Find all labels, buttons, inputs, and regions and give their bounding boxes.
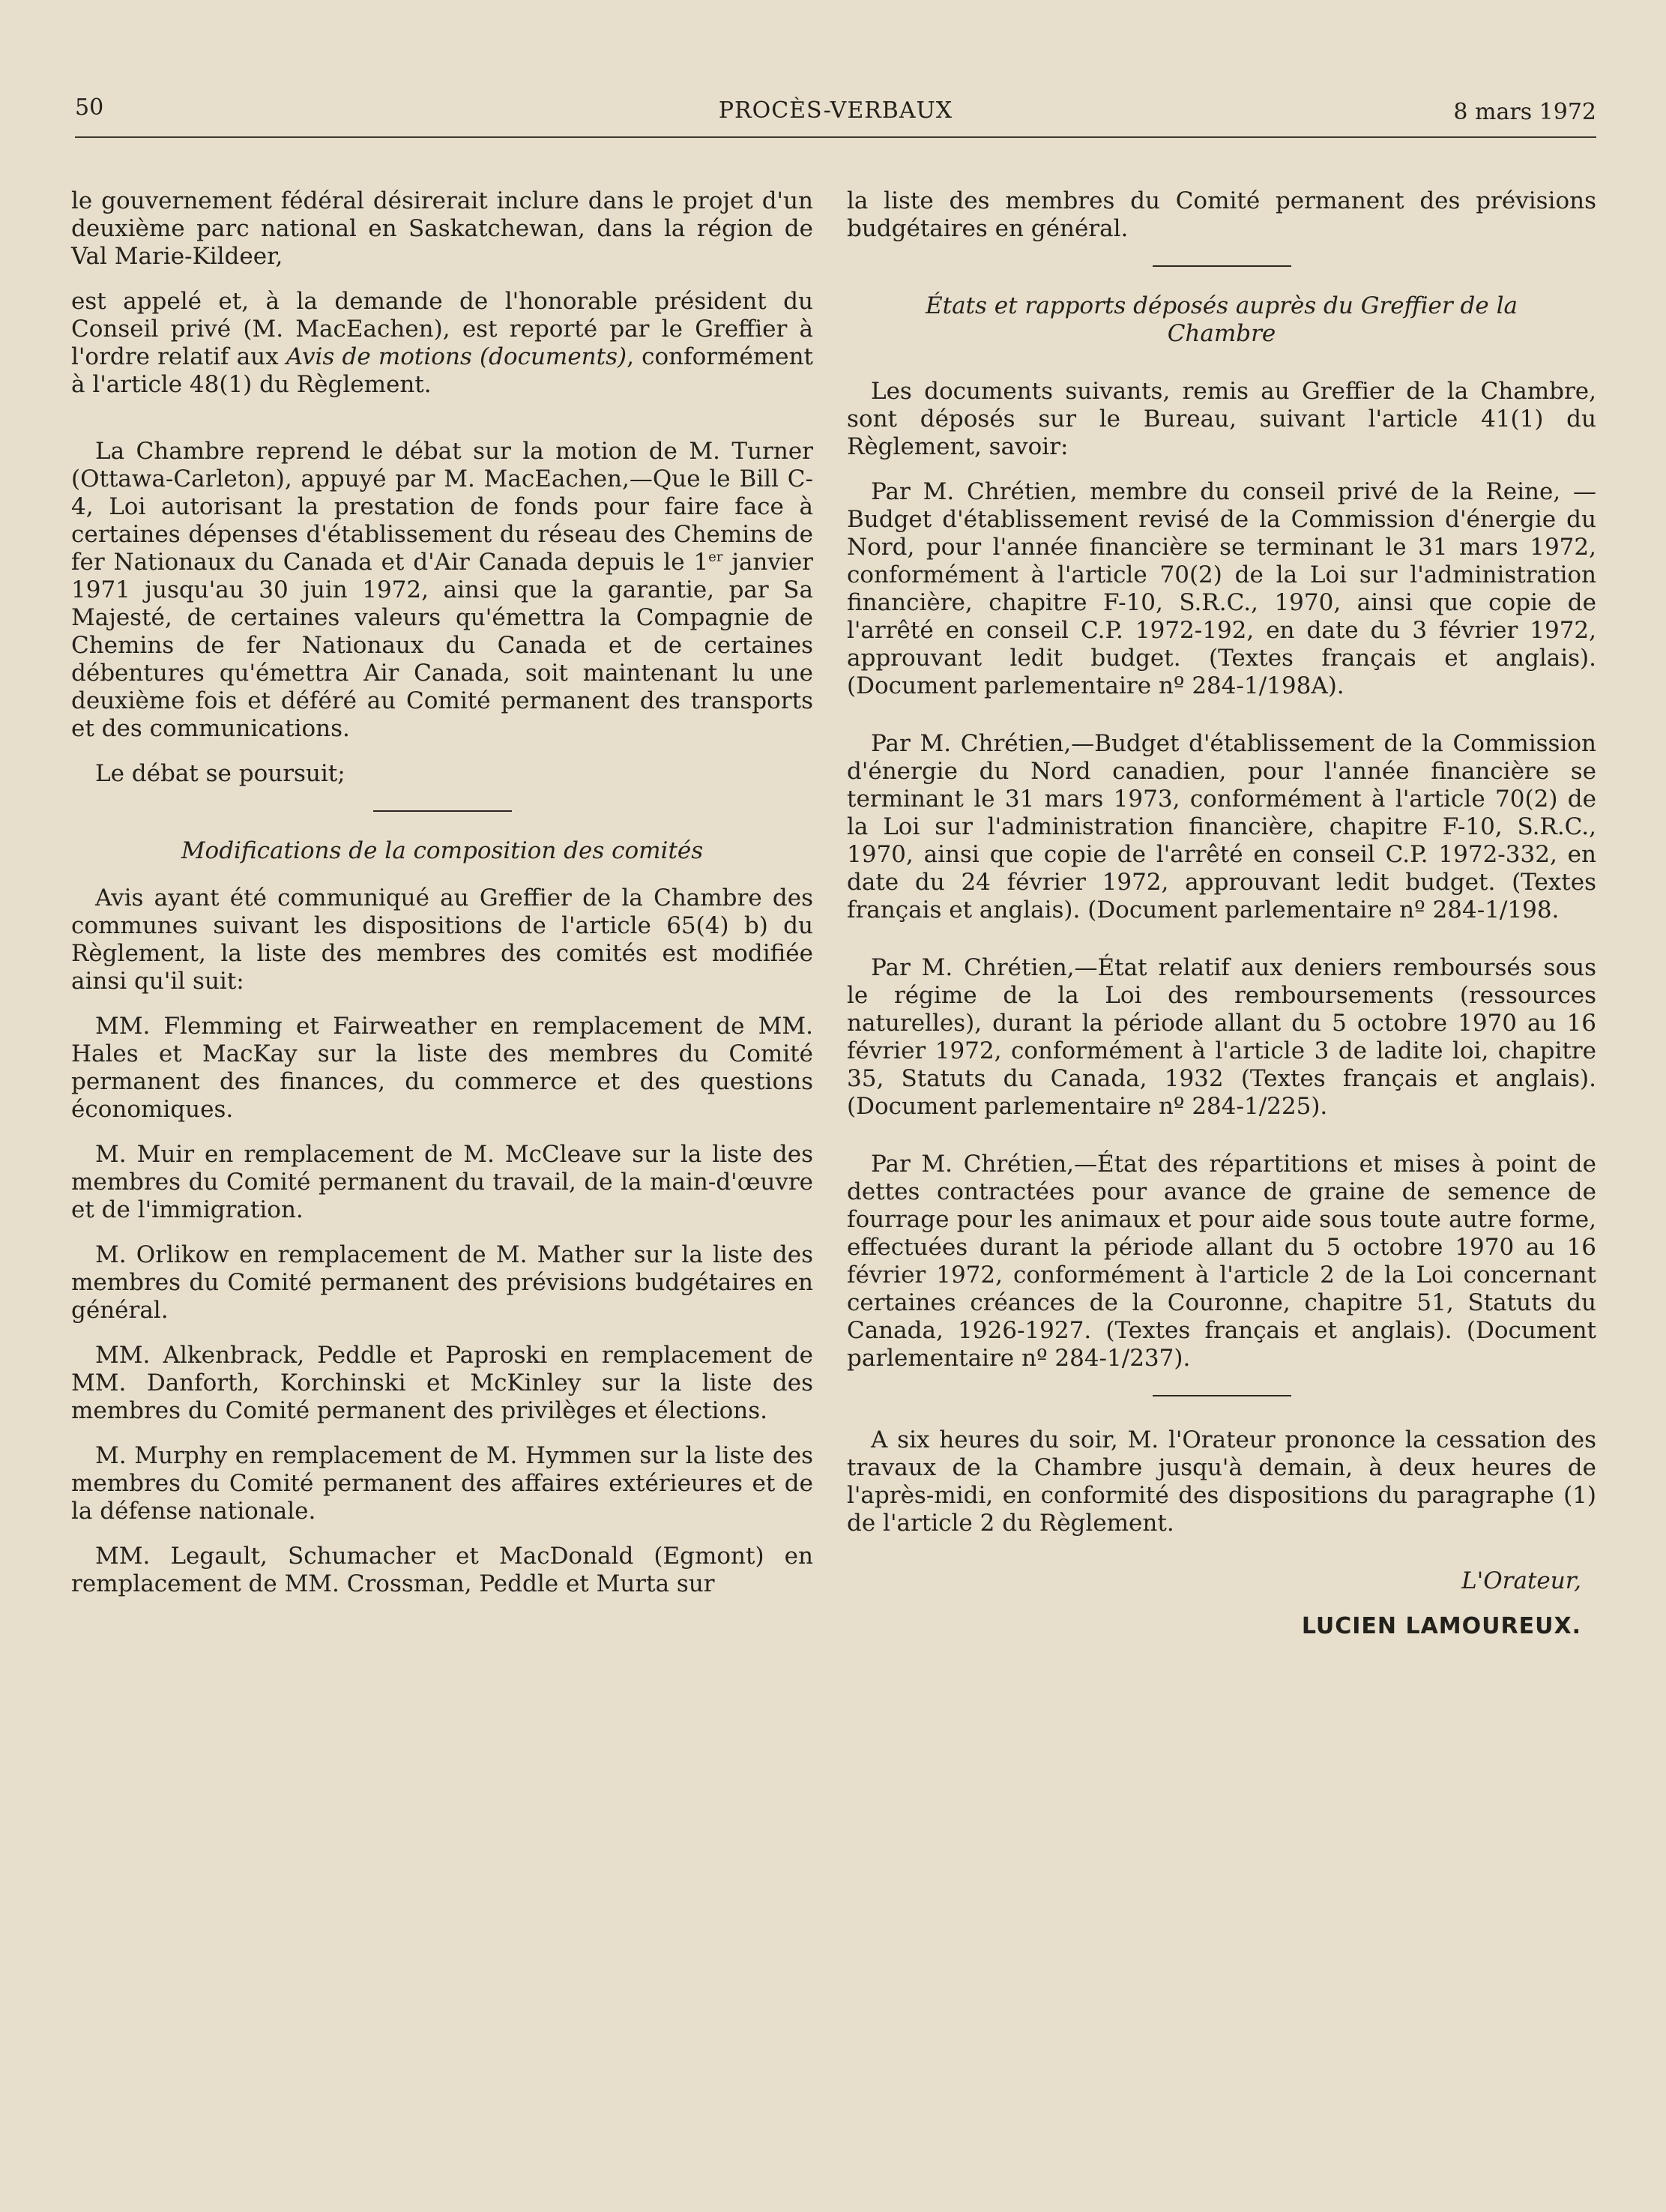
page-number: 50 [75, 94, 104, 121]
paragraph [71, 288, 813, 399]
running-title: PROCÈS-VERBAUX [718, 97, 953, 124]
paragraph: Les documents suivants, remis au Greffier de la Chambre, sont déposés sur le Bureau, suivant l'article 41(1) du Règlement, savoir: [847, 378, 1596, 460]
signature-name: LUCIEN LAMOUREUX. [1301, 1613, 1581, 1639]
paragraph: Par M. Chrétien,—État relatif aux deniers remboursés sous le régime de la Loi des remboursements (ressources naturelles), durant la période allant du 5 octobre 1970 au 16 février 1972, conformément à l'article 3 de ladite loi, chapitre 35, Statuts du Canada, 1932 (Textes français et anglais). (Document parlementaire nº 284-1/225). [847, 954, 1596, 1120]
paragraph: MM. Alkenbrack, Peddle et Paproski en remplacement de MM. Danforth, Korchinski et McKinley sur la liste des membres du Comité permanent des privilèges et élections. [71, 1342, 813, 1424]
paragraph: Par M. Chrétien,—État des répartitions et mises à point de dettes contractées pour avance de graine de semence de fourrage pour les animaux et pour aide sous toute autre forme, effectuées durant la période allant du 5 octobre 1970 au 16 février 1972, conformément à l'article 2 de la Loi concernant certaines créances de la Couronne, chapitre 51, Statuts du Canada, 1926-1927. (Textes français et anglais). (Document parlementaire nº 284-1/237). [847, 1151, 1596, 1372]
paragraph: A six heures du soir, M. l'Orateur prononce la cessation des travaux de la Chambre jusqu'à demain, à deux heures de l'après-midi, en conformité des dispositions du paragraphe (1) de l'article 2 du Règlement. [847, 1426, 1596, 1537]
paragraph: Avis ayant été communiqué au Greffier de la Chambre des communes suivant les dispositions de l'article 65(4) b) du Règlement, la liste des membres des comités est modifiée ainsi qu'il suit: [71, 885, 813, 995]
text-run: janvier 1971 jusqu'au 30 juin 1972, ainsi que la garantie, par Sa Majesté, de certaines valeurs qu'émettra la Compagnie de Chemins de fer Nationaux du Canada et de certaines débentures qu'émettra Air Canada, soit maintenant lu une deuxième fois et déféré au Comité permanent des transports et des communications. [71, 549, 813, 742]
paragraph: M. Murphy en remplacement de M. Hymmen sur la liste des membres du Comité permanent des affaires extérieures et de la défense nationale. [71, 1442, 813, 1525]
section-divider [1153, 265, 1291, 267]
text-run: La Chambre reprend le débat sur la motion de M. Turner (Ottawa-Carleton), appuyé par M. MacEachen,—Que le Bill C-4, Loi autorisant la prestation de fonds pour faire face à certaines dépenses d'établissement du réseau des Chemins de fer Nationaux du Canada et d'Air Canada depuis le 1 [71, 438, 813, 576]
paragraph: MM. Flemming et Fairweather en remplacement de MM. Hales et MacKay sur la liste des membres du Comité permanent des finances, du commerce et des questions économiques. [71, 1013, 813, 1123]
text-run: , conformément à l'article 48(1) du Règlement. [71, 343, 813, 398]
paragraph: Par M. Chrétien, membre du conseil privé de la Reine, —Budget d'établissement revisé de la Commission d'énergie du Nord, pour l'année financière se terminant le 31 mars 1972, conformément à l'article 70(2) de la Loi sur l'administration financière, chapitre F-10, S.R.C., 1970, ainsi que copie de l'arrêté en conseil C.P. 1972-192, en date du 3 février 1972, approuvant ledit budget. (Textes français et anglais). (Document parlementaire nº 284-1/198A). [847, 478, 1596, 699]
italic-text: Avis de motions (documents) [286, 343, 627, 370]
paragraph: le gouvernement fédéral désirerait inclure dans le projet d'un deuxième parc national en Saskatchewan, dans la région de Val Marie-Kildeer, [71, 187, 813, 270]
paragraph: Par M. Chrétien,—Budget d'établissement de la Commission d'énergie du Nord canadien, pour l'année financière se terminant le 31 mars 1973, conformément à l'article 70(2) de la Loi sur l'administration financière, chapitre F-10, S.R.C., 1970, ainsi que copie de l'arrêté en conseil C.P. 1972-332, en date du 24 février 1972, approuvant ledit budget. (Textes français et anglais). (Document parlementaire nº 284-1/198. [847, 730, 1596, 923]
section-divider [373, 810, 512, 812]
section-heading: États et rapports déposés auprès du Greffier de la Chambre [925, 292, 1518, 347]
text-run: est appelé et, à la demande de l'honorable président du Conseil privé (M. MacEachen), est reporté par le Greffier à l'ordre relatif aux [71, 288, 813, 370]
paragraph: MM. Legault, Schumacher et MacDonald (Egmont) en remplacement de MM. Crossman, Peddle et Murta sur [71, 1543, 813, 1597]
superscript: er [708, 549, 723, 565]
section-divider [1153, 1395, 1291, 1396]
paragraph: M. Orlikow en remplacement de M. Mather sur la liste des membres du Comité permanent des prévisions budgétaires en général. [71, 1241, 813, 1324]
paragraph: la liste des membres du Comité permanent des prévisions budgétaires en général. [847, 187, 1596, 242]
right-column [847, 187, 1596, 1657]
paragraph [71, 438, 813, 743]
running-header [75, 91, 1596, 138]
paragraph: M. Muir en remplacement de M. McCleave sur la liste des membres du Comité permanent du travail, de la main-d'œuvre et de l'immigration. [71, 1141, 813, 1223]
paragraph: Le débat se poursuit; [95, 760, 345, 787]
header-date: 8 mars 1972 [1453, 99, 1596, 125]
left-column [71, 187, 813, 1615]
signature-title: L'Orateur, [1461, 1567, 1581, 1594]
section-heading: Modifications de la composition des comités [181, 837, 704, 864]
